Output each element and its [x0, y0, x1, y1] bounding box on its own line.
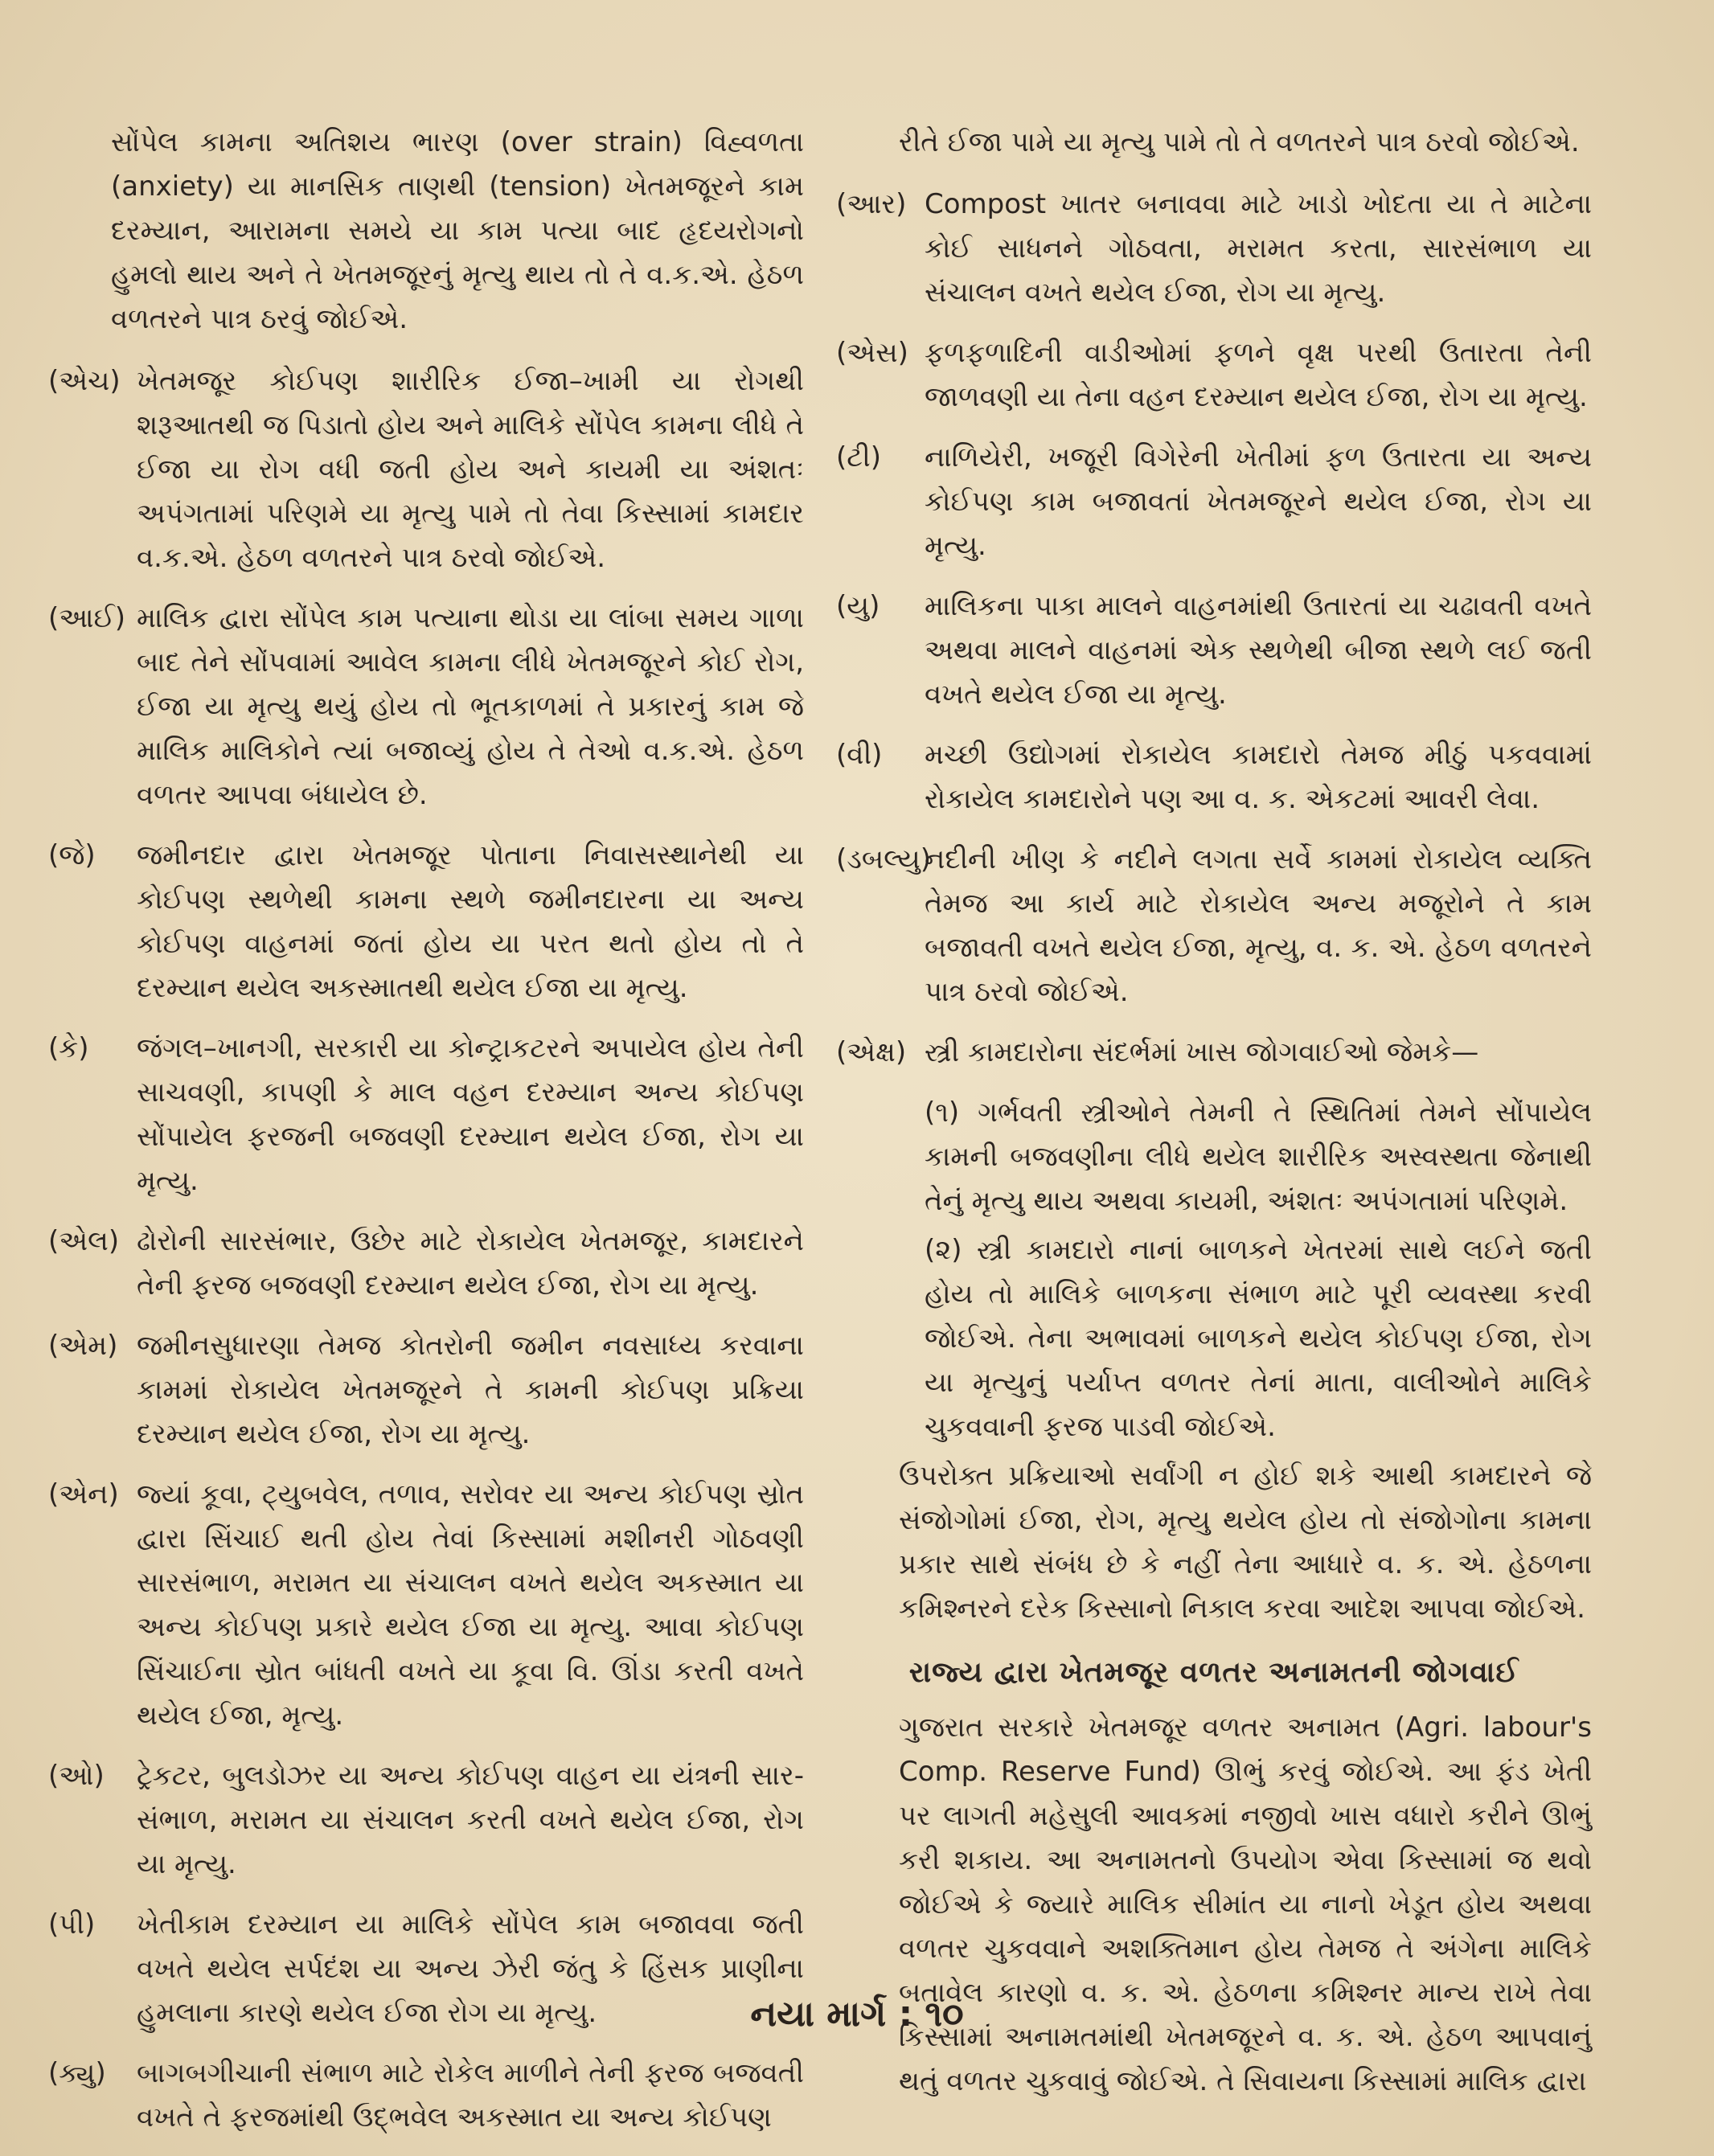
item-marker: (યુ): [836, 590, 880, 622]
item-text: નાળિયેરી, ખજૂરી વિગેરેની ખેતીમાં ફળ ઉતારતા યા અન્ય કોઈપણ કામ બજાવતાં ખેતમજૂરને થયેલ ઈજા, રોગ યા મૃત્યુ.: [925, 441, 1592, 562]
item-text: ટ્રેકટર, બુલડોઝર યા અન્ય કોઈપણ વાહન યા યંત્રની સાર-સંભાળ, મરામત યા સંચાલન કરતી વખતે થયેલ ઈજા, રોગ યા મૃત્યુ.: [137, 1760, 804, 1880]
item-marker: (એન): [48, 1478, 119, 1510]
item-text: ઢોરોની સારસંભાર, ઉછેર માટે રોકાયેલ ખેતમજૂર, કામદારને તેની ફરજ બજવણી દરમ્યાન થયેલ ઈજા, રોગ યા મૃત્યુ.: [137, 1225, 804, 1301]
intro-paragraph: સોંપેલ કામના અતિશય ભારણ (over strain) વિહ્વળતા (anxiety) યા માનસિક તાણથી (tension) ખેતમજૂરને કામ દરમ્યાન, આરામના સમયે યા કામ પત્યા બાદ હૃદયરોગનો હુમલો થાય અને તે ખેતમજૂરનું મૃત્યુ થાય તો તે વ.ક.એ. હેઠળ વળતરને પાત્ર ઠરવું જોઈએ.: [111, 126, 804, 335]
item-text: મચ્છી ઉદ્યોગમાં રોકાયેલ કામદારો તેમજ મીઠું પકવવામાં રોકાયેલ કામદારોને પણ આ વ. ક. એકટમાં આવરી લેવા.: [925, 739, 1592, 815]
item-text: ફળફળાદિની વાડીઓમાં ફળને વૃક્ષ પરથી ઉતારતા તેની જાળવણી યા તેના વહન દરમ્યાન થયેલ ઈજા, રોગ યા મૃત્યુ.: [925, 337, 1592, 413]
list-item-j: [48, 834, 804, 1010]
item-text: જમીનદાર દ્વારા ખેતમજૂર પોતાના નિવાસસ્થાનેથી યા કોઈપણ સ્થળેથી કામના સ્થળે જમીનદારના યા અન્ય કોઈપણ વાહનમાં જતાં હોય યા પરત થતો હોય તો તે દરમ્યાન થયેલ અકસ્માતથી થયેલ ઈજા યા મૃત્યુ.: [137, 839, 804, 1004]
item-text: જમીનસુધારણા તેમજ કોતરોની જમીન નવસાધ્ય કરવાના કામમાં રોકાયેલ ખેતમજૂરને તે કામની કોઈપણ પ્રક્રિયા દરમ્યાન થયેલ ઈજા, રોગ યા મૃત્યુ.: [137, 1330, 804, 1450]
item-text: ખેતીકામ દરમ્યાન યા માલિકે સોંપેલ કામ બજાવવા જતી વખતે થયેલ સર્પદંશ યા અન્ય ઝેરી જંતુ કે હિંસક પ્રાણીના હુમલાના કારણે થયેલ ઈજા રોગ યા મૃત્યુ.: [137, 1908, 804, 2029]
item-text: જંગલ–ખાનગી, સરકારી યા કોન્ટ્રાકટરને અપાયેલ હોય તેની સાચવણી, કાપણી કે માલ વહન દરમ્યાન અન્ય કોઈપણ સોંપાયેલ ફરજની બજવણી દરમ્યાન થયેલ ઈજા, રોગ યા મૃત્યુ.: [137, 1032, 804, 1197]
item-marker: (પી): [48, 1908, 96, 1941]
item-text: માલિકના પાકા માલને વાહનમાંથી ઉતારતાં યા ચઢાવતી વખતે અથવા માલને વાહનમાં એક સ્થળેથી બીજા સ્થળે લઈ જતી વખતે થયેલ ઈજા યા મૃત્યુ.: [925, 590, 1592, 711]
item-text: જ્યાં કૂવા, ટ્યુબવેલ, તળાવ, સરોવર યા અન્ય કોઈપણ સ્રોત દ્વારા સિંચાઈ થતી હોય તેવાં કિસ્સામાં મશીનરી ગોઠવણી સારસંભાળ, મરામત યા સંચાલન વખતે થયેલ અકસ્માત યા અન્ય કોઈપણ પ્રકારે થયેલ ઈજા યા મૃત્યુ. આવા કોઈપણ સિંચાઈના સ્રોત બાંધતી વખતે યા કૂવા વિ. ઊંડા કરતી વખતે થયેલ ઈજા, મૃત્યુ.: [137, 1478, 804, 1732]
item-marker: (વી): [836, 739, 883, 771]
list-item-w: [836, 838, 1592, 1014]
list-item-x: [836, 1031, 1592, 1075]
continuation-paragraph: રીતે ઈજા પામે યા મૃત્યુ પામે તો તે વળતરને પાત્ર ઠરવો જોઈએ.: [899, 126, 1580, 158]
list-item-q: [48, 2051, 804, 2140]
item-text: નદીની ખીણ કે નદીને લગતા સર્વે કામમાં રોકાયેલ વ્યક્તિ તેમજ આ કાર્ય માટે રોકાયેલ અન્ય મજૂરોને તે કામ બજાવતી વખતે થયેલ ઈજા, મૃત્યુ, વ. ક. એ. હેઠળ વળતરને પાત્ર ઠરવો જોઈએ.: [925, 843, 1592, 1008]
list-item-l: [48, 1219, 804, 1308]
item-marker: (આઈ): [48, 602, 126, 634]
summary-paragraph: ઉપરોક્ત પ્રક્રિયાઓ સર્વાંગી ન હોઈ શકે આથી કામદારને જે સંજોગોમાં ઈજા, રોગ, મૃત્યુ થયેલ હોય તો સંજોગોના કામના પ્રકાર સાથે સંબંધ છે કે નહીં તેના આધારે વ. ક. એ. હેઠળના કમિશ્નરને દરેક કિસ્સાનો નિકાલ કરવા આદેશ આપવા જોઈએ.: [899, 1460, 1592, 1625]
item-marker: (આર): [836, 188, 907, 220]
list-item-u: [836, 584, 1592, 717]
list-item-n: [48, 1473, 804, 1738]
list-item-i: [48, 596, 804, 818]
item-marker: (ડબલ્યુ): [836, 843, 932, 875]
reserve-fund-paragraph: ગુજરાત સરકારે ખેતમજૂર વળતર અનામત (Agri. labour's Comp. Reserve Fund) ઊભું કરવું જોઈએ. આ ફંડ ખેતી પર લાગતી મહેસુલી આવકમાં નજીવો ખાસ વધારો કરીને ઊભું કરી શકાય. આ અનામતનો ઉપયોગ એવા કિસ્સામાં જ થવો જોઈએ કે જ્યારે માલિક સીમાંત યા નાનો ખેડૂત હોય અથવા વળતર ચુકવવાને અશક્તિમાન હોય તેમજ તે અંગેના માલિકે બતાવેલ કારણો વ. ક. એ. હેઠળના કમિશ્નર માન્ય રાખે તેવા કિસ્સામાં અનામતમાંથી ખેતમજૂરને વ. ક. એ. હેઠળ આપવાનું થતું વળતર ચુકવાવું જોઈએ. તે સિવાયના કિસ્સામાં માલિક દ્વારા: [899, 1711, 1592, 2097]
list-item-h: [48, 359, 804, 580]
sub-item-2: (૨) સ્ત્રી કામદારો નાનાં બાળકને ખેતરમાં સાથે લઈને જતી હોય તો માલિકે બાળકના સંભાળ માટે પૂરી વ્યવસ્થા કરવી જોઈએ. તેના અભાવમાં બાળકને થયેલ કોઈપણ ઈજા, રોગ યા મૃત્યુનું પર્યાપ્ત વળતર તેનાં માતા, વાલીઓને માલિકે ચુકવવાની ફરજ પાડવી જોઈએ.: [925, 1234, 1592, 1443]
item-marker: (એચ): [48, 365, 121, 397]
item-marker: (એલ): [48, 1225, 120, 1257]
list-item-o: [48, 1754, 804, 1887]
item-text: બાગબગીચાની સંભાળ માટે રોકેલ માળીને તેની ફરજ બજવતી વખતે તે ફરજમાંથી ઉદ્ભવેલ અકસ્માત યા અન્ય કોઈપણ: [137, 2057, 804, 2133]
item-text: સ્ત્રી કામદારોના સંદર્ભમાં ખાસ જોગવાઈઓ જેમકે—: [925, 1036, 1479, 1068]
item-marker: (ક્યુ): [48, 2057, 106, 2089]
sub-item-1: (૧) ગર્ભવતી સ્ત્રીઓને તેમની તે સ્થિતિમાં તેમને સોંપાયેલ કામની બજવણીના લીધે થયેલ શારીરિક અસ્વસ્થતા જેનાથી તેનું મૃત્યુ થાય અથવા કાયમી, અંશતઃ અપંગતામાં પરિણમે.: [925, 1096, 1592, 1217]
item-marker: (જે): [48, 839, 96, 871]
list-item-r: [836, 182, 1592, 315]
item-marker: (કે): [48, 1032, 89, 1064]
item-text: ખેતમજૂર કોઈપણ શારીરિક ઈજા–ખામી યા રોગથી શરૂઆતથી જ પિડાતો હોય અને માલિકે સોંપેલ કામના લીધે તે ઈજા યા રોગ વધી જતી હોય અને કાયમી યા અંશતઃ અપંગતામાં પરિણમે યા મૃત્યુ પામે તો તેવા કિસ્સામાં કામદાર વ.ક.એ. હેઠળ વળતરને પાત્ર ઠરવો જોઈએ.: [137, 365, 804, 574]
item-marker: (એમ): [48, 1330, 118, 1362]
item-marker: (એસ): [836, 337, 908, 369]
list-item-m: [48, 1324, 804, 1457]
left-column: [48, 121, 804, 2156]
item-marker: (ટી): [836, 441, 882, 473]
list-item-v: [836, 733, 1592, 822]
list-item-t: [836, 436, 1592, 568]
right-column: [836, 121, 1592, 2121]
section-heading: રાજ્ય દ્વારા ખેતમજૂર વળતર અનામતની જોગવાઈ: [908, 1656, 1519, 1689]
page-footer: નયા માર્ગ : ૧૦: [750, 1994, 964, 2035]
list-item-s: [836, 331, 1592, 420]
item-text: Compost ખાતર બનાવવા માટે ખાડો ખોદતા યા તે માટેના કોઈ સાધનને ગોઠવતા, મરામત કરતા, સારસંભાળ યા સંચાલન વખતે થયેલ ઈજા, રોગ યા મૃત્યુ.: [925, 188, 1592, 309]
item-text: માલિક દ્વારા સોંપેલ કામ પત્યાના થોડા યા લાંબા સમય ગાળા બાદ તેને સોંપવામાં આવેલ કામના લીધે ખેતમજૂરને કોઈ રોગ, ઈજા યા મૃત્યુ થયું હોય તો ભૂતકાળમાં તે પ્રકારનું કામ જે માલિક માલિકોને ત્યાં બજાવ્યું હોય તે તેઓ વ.ક.એ. હેઠળ વળતર આપવા બંધાયેલ છે.: [137, 602, 804, 811]
item-marker: (ઓ): [48, 1760, 105, 1792]
item-marker: (એક્ષ): [836, 1036, 907, 1068]
list-item-k: [48, 1027, 804, 1203]
